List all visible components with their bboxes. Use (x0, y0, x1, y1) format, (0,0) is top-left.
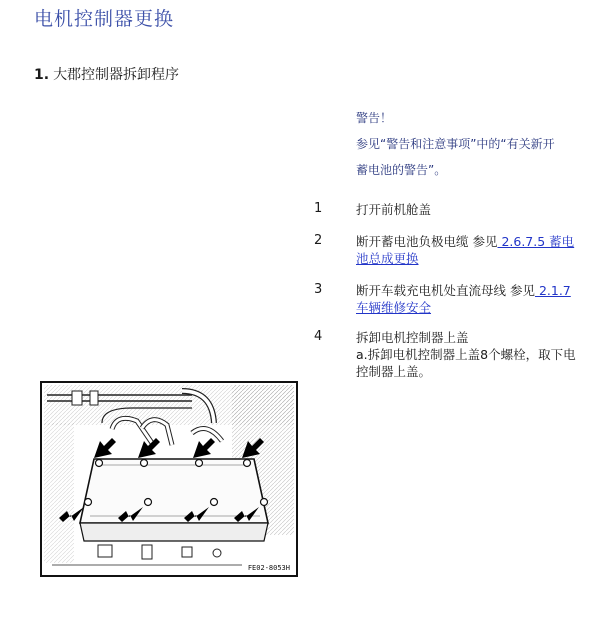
step-number-2: 2 (314, 233, 323, 248)
step-2-text: 断开蓄电池负极电缆 参见 (356, 234, 498, 249)
step-text-2 (356, 233, 600, 267)
section-title: 大郡控制器拆卸程序 (53, 67, 180, 83)
step-3-reference-link[interactable]: 2.1.7 (534, 283, 571, 298)
step-4-substep-line-1: a.拆卸电机控制器上盖8个螺栓，取下电 (356, 347, 576, 362)
warning-line-1: 参见“警告和注意事项”中的“有关新开 (356, 137, 555, 151)
step-text-4 (356, 329, 600, 380)
section-number: 1. (34, 67, 50, 83)
step-text-1: 打开前机舱盖 (356, 202, 432, 217)
warning-label: 警告！ (356, 111, 393, 125)
step-2-reference-link[interactable]: 2.6.7.5 蓄电 (497, 234, 575, 249)
page-title: 电机控制器更换 (34, 8, 175, 30)
figure-label: FE02-8053H (247, 564, 290, 572)
step-number-4: 4 (314, 329, 323, 344)
step-3-text: 断开车载充电机处直流母线 参见 (356, 283, 535, 298)
step-2-reference-link-continued[interactable]: 池总成更换 (356, 251, 419, 266)
controller-illustration (42, 383, 296, 575)
step-number-1: 1 (314, 201, 323, 216)
step-text-3 (356, 282, 600, 316)
controller-cover-figure (40, 381, 298, 577)
step-4-substep-line-2: 控制器上盖。 (356, 364, 432, 379)
warning-line-2: 蓄电池的警告”。 (356, 163, 447, 177)
step-3-reference-link-continued[interactable]: 车辆维修安全 (356, 300, 432, 315)
section-heading (34, 64, 179, 84)
step-4-text: 拆卸电机控制器上盖 (356, 330, 469, 345)
warning-block (356, 108, 600, 186)
step-number-3: 3 (314, 282, 323, 297)
